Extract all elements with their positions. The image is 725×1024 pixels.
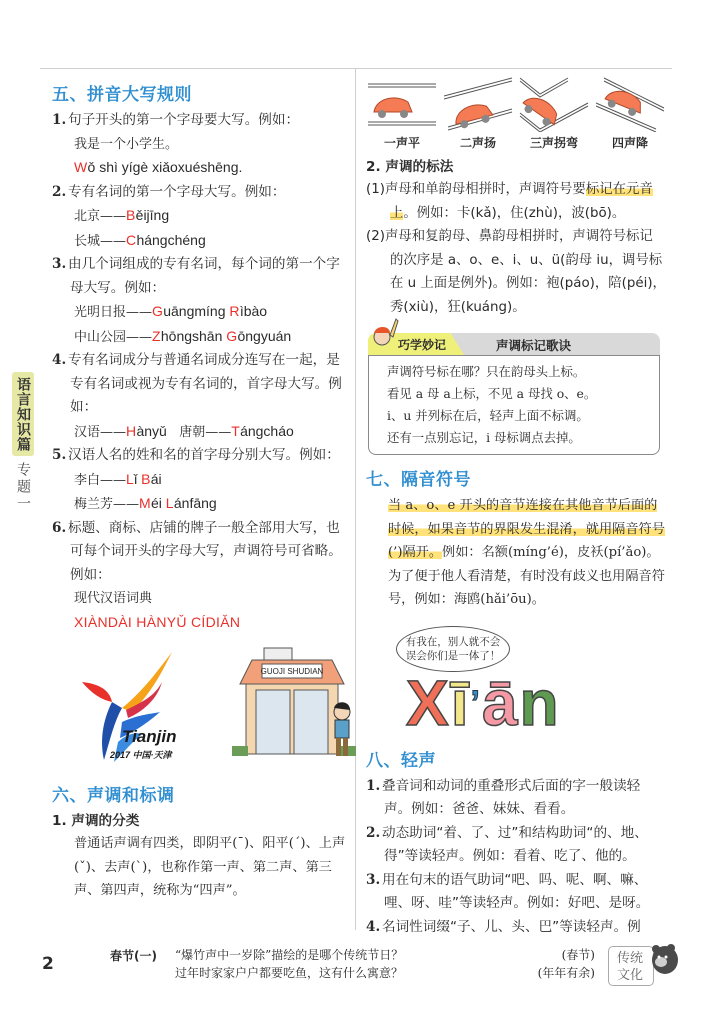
rule-item-1: 1. 句子开头的第一个字母要大写。例如： 我是一个小学生。 Wǒ shì yígè xiǎoxuéshēng.	[52, 112, 300, 175]
illustrations	[52, 642, 346, 777]
tone-1-figure: 一声平	[366, 76, 438, 154]
car-rising-icon	[442, 76, 514, 132]
teacher-mascot-icon	[370, 317, 400, 351]
mnemonic-title: 声调标记歌诀	[496, 338, 572, 353]
tone-rule-2: (2)声母和复韵母、鼻韵母相拼时，声调符号标记的次序是 a、o、e、i、u、ü(韵母 iu，调号标在 u 上面是例外)。例如：袍(páo)，陪(péi)，秀(xiù)，狂(kuáng)。	[366, 229, 666, 315]
rule-item-3: 3. 由几个词组成的专有名词，每个词的第一个字母大写。例如： 光明日报——Guāngmíng Rìbào 中山公园——Zhōngshān Gōngyuán	[52, 256, 340, 345]
left-column	[52, 76, 346, 903]
svg-text:Tianjin: Tianjin	[122, 727, 177, 746]
tone-marking-title: 2. 声调的标法	[366, 159, 454, 175]
side-topic-label: 专题一	[15, 462, 31, 513]
separator-text: 当 a、o、e 开头的音节连接在其他音节后面的时候，如果音节的界限发生混淆，就用隔音符号(’)隔开。例如：名额(míng’é)，皮袄(pí’ǎo)。为了便于他人看清楚，有时没有歧义也用隔音符号，例如：海鸥(hǎi’ōu)。	[388, 498, 665, 607]
car-dip-icon	[518, 76, 590, 132]
footer-tag: 春节(一)	[110, 949, 157, 963]
tone-3-figure: 三声拐弯	[518, 76, 590, 154]
tone-classification-text: 普通话声调有四类，即阴平(ˉ)、阳平(ˊ)、上声(ˇ)、去声(ˋ)，也称作第一声、第二声、第三声、第四声，统称为“四声”。	[74, 836, 346, 898]
tianjin-games-logo	[62, 642, 182, 772]
top-rule	[40, 68, 672, 69]
neutral-tone-item-3: 3. 用在句末的语气助词“吧、吗、呢、啊、嘛、哩、呀、哇”等读轻声。例如：好吧、是呀。	[366, 871, 650, 911]
neutral-tone-item-2: 2. 动态助词“着、了、过”和结构助词“的、地、得”等读轻声。例如：看着、吃了、他的。	[366, 824, 648, 864]
page-number: 2	[42, 954, 54, 974]
right-column	[366, 76, 666, 939]
xian-illustration	[366, 622, 666, 740]
tone-2-figure: 二声扬	[442, 76, 514, 154]
mnemonic-tag: 巧学妙记	[398, 338, 447, 352]
car-falling-icon	[594, 76, 666, 132]
section-6-title: 六、声调和标调	[52, 786, 175, 806]
svg-text:2017 中国·天津: 2017 中国·天津	[110, 750, 172, 760]
car-flat-icon	[366, 76, 438, 132]
footer-answer-2: (年年有余)	[537, 966, 595, 980]
rule-item-4: 4. 专有名词成分与普通名词成分连写在一起，是专有名词或视为专有名词的，首字母大写。例如： 汉语——Hànyǔ 唐朝——Tángcháo	[52, 352, 342, 440]
page-footer	[0, 940, 725, 1000]
neutral-tone-item-1: 1. 叠音词和动词的重叠形式后面的字一般读轻声。例如：爸爸、妹妹、看看。	[366, 777, 641, 817]
section-5-title: 五、拼音大写规则	[52, 85, 192, 105]
tone-car-illustrations	[366, 76, 666, 154]
allcaps-example: XIÀNDÀI HÀNYǓ CÍDIǍN	[74, 613, 241, 630]
mnemonic-header	[368, 333, 660, 355]
mnemonic-body: 声调符号标在哪？只在韵母头上标。 看见 a 母 a上标，不见 a 母找 o、e。 i、u 并列标在后，轻声上面不标调。 还有一点别忘记，i 母标调点去掉。	[368, 355, 660, 455]
column-divider	[355, 68, 356, 930]
tone-4-figure: 四声降	[594, 76, 666, 154]
section-8-title: 八、轻声	[366, 750, 436, 771]
neutral-tone-item-4: 4. 名词性词缀“子、儿、头、巴”等读轻声。例	[366, 918, 641, 935]
svg-text:GUOJI SHUDIAN: GUOJI SHUDIAN	[260, 667, 324, 676]
footer-question-1: “爆竹声中一岁除”描绘的是哪个传统节日？	[175, 948, 404, 962]
side-section-tab: 语言知识篇	[12, 372, 34, 456]
bookstore-illustration	[222, 646, 372, 771]
rule-item-6: 6. 标题、商标、店铺的牌子一般全部用大写，也可每个词开头的字母大写，声调符号可省略。例如： 现代汉语词典 XIÀNDÀI HÀNYǓ CÍDIǍN	[52, 517, 346, 635]
footer-question-2: 过年时家家户户都要吃鱼，这有什么寓意？	[175, 966, 404, 980]
hamster-mascot-icon	[647, 942, 681, 976]
culture-badge: 传统 文化	[608, 946, 654, 986]
rule-item-2: 2. 专有名词的第一个字母大写。例如： 北京——Běijīng 长城——Chángchéng	[52, 183, 286, 249]
tone-rule-1: (1)声母和单韵母相拼时，声调符号要标记在元音上。例如：卡(kǎ)，住(zhù)，波(bō)。	[366, 182, 653, 221]
xian-letters: Xī’ān	[406, 666, 561, 739]
section-7-title: 七、隔音符号	[366, 470, 471, 490]
mnemonic-box	[368, 333, 660, 455]
rule-item-5: 5. 汉语人名的姓和名的首字母分别大写。例如： 李白——Lǐ Bái 梅兰芳——Méi Lánfāng	[52, 447, 340, 512]
tone-classification-title: 1. 声调的分类	[52, 813, 140, 829]
footer-answer-1: (春节)	[561, 948, 595, 962]
speech-bubble: 有我在，别人就不会误会你们是一体了！	[396, 626, 510, 672]
